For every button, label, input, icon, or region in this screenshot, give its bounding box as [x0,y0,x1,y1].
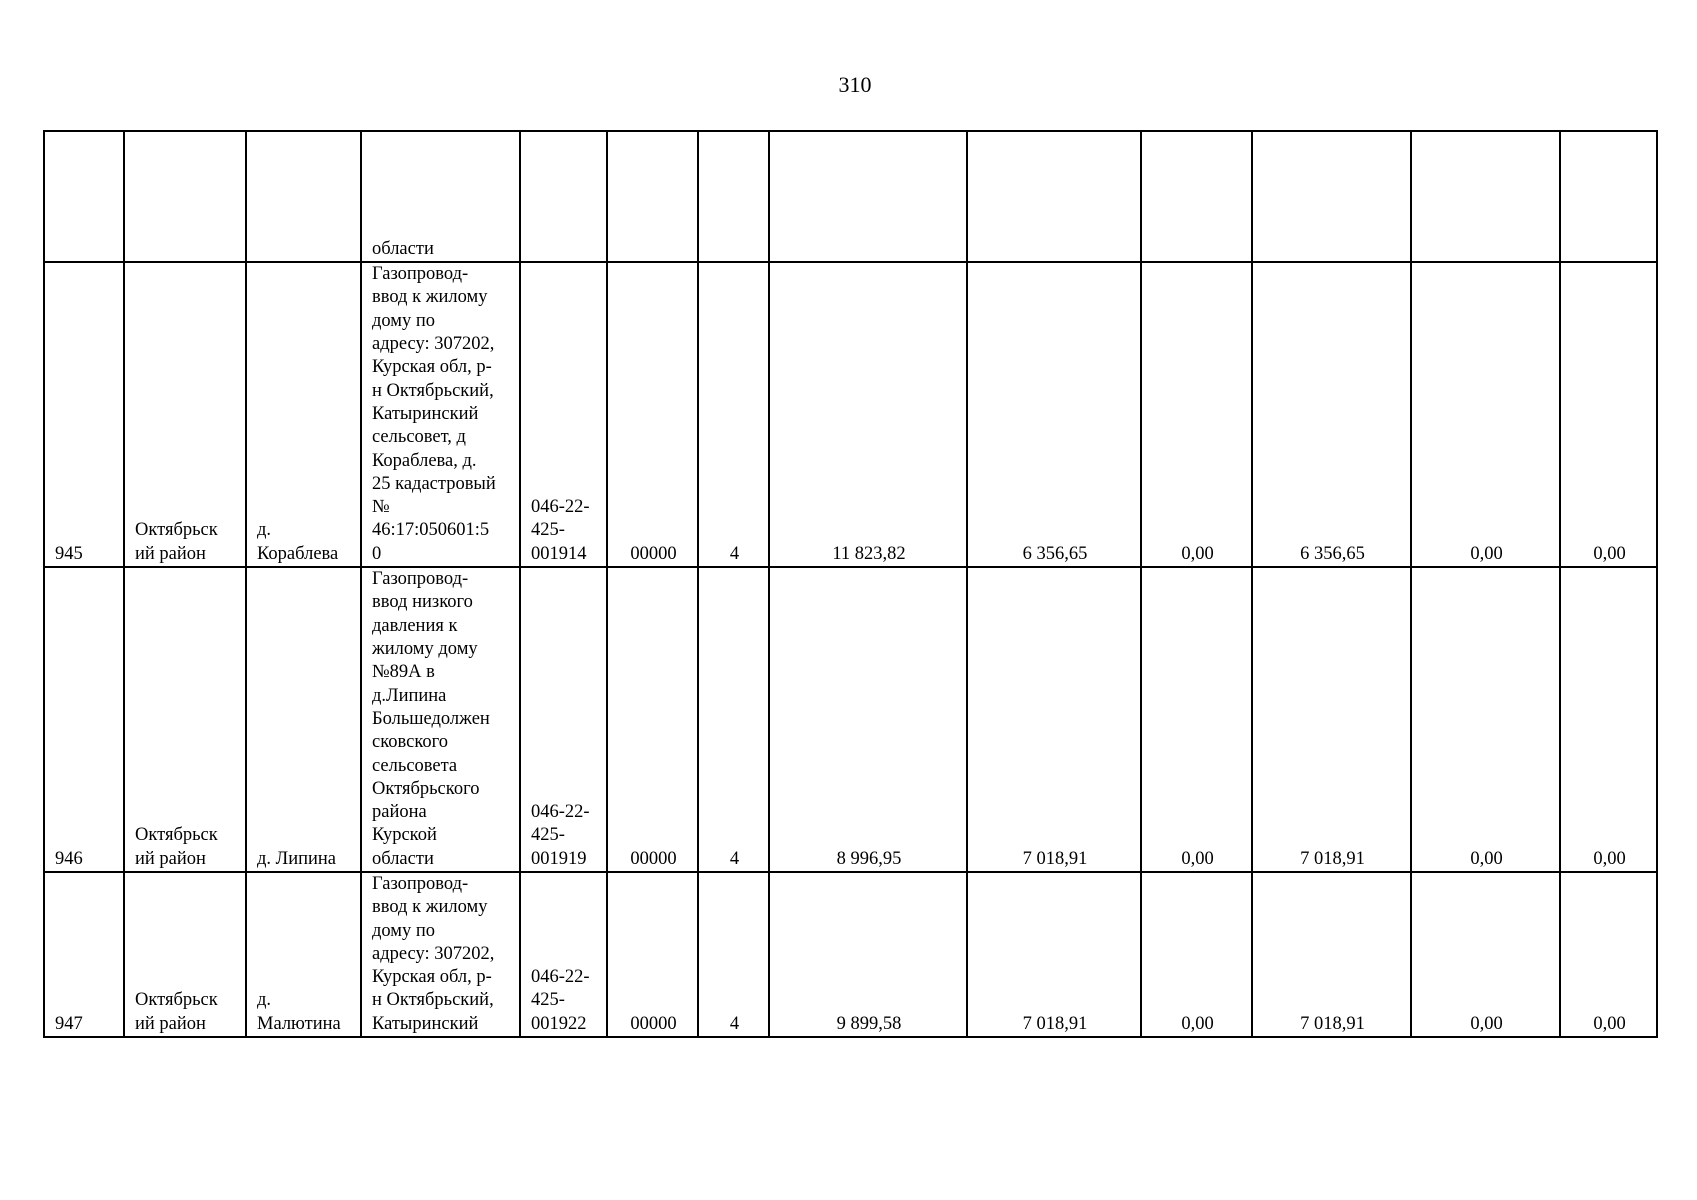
table-row [44,567,1657,872]
cell-code [520,131,607,262]
cell-col13: 0,00 [1560,872,1657,1037]
cell-col8 [769,131,967,262]
cell-col9 [967,131,1141,262]
cell-col6: 00000 [607,567,698,872]
cell-num: 947 [44,872,124,1037]
cell-col11: 7 018,91 [1252,567,1411,872]
cell-description: Газопровод- ввод к жилому дому по адресу: 307202, Курская обл, р- н Октябрьский, Катыринский [361,872,520,1037]
cell-col12: 0,00 [1411,872,1560,1037]
cell-num [44,131,124,262]
page-number: 310 [838,72,872,97]
cell-locality [246,131,361,262]
cell-col12: 0,00 [1411,262,1560,567]
cell-locality: д. Малютина [246,872,361,1037]
cell-col10: 0,00 [1141,872,1252,1037]
cell-code: 046-22- 425- 001914 [520,262,607,567]
registry-table [43,130,1658,1038]
cell-code: 046-22- 425- 001919 [520,567,607,872]
cell-col9: 6 356,65 [967,262,1141,567]
cell-col6: 00000 [607,872,698,1037]
cell-locality: д. Кораблева [246,262,361,567]
cell-col13: 0,00 [1560,567,1657,872]
cell-num: 946 [44,567,124,872]
cell-col9: 7 018,91 [967,567,1141,872]
cell-col7 [698,131,769,262]
cell-col6: 00000 [607,262,698,567]
cell-description: Газопровод- ввод к жилому дому по адресу: 307202, Курская обл, р- н Октябрьский, Катыринский сельсовет, д Кораблева, д. 25 кадастровый № 46:17:050601:5 0 [361,262,520,567]
cell-description: Газопровод- ввод низкого давления к жилому дому №89А в д.Липина Большедолжен сковского сельсовета Октябрьского района Курской области [361,567,520,872]
cell-col11 [1252,131,1411,262]
table-row-continuation [44,131,1657,262]
table-row [44,262,1657,567]
cell-district [124,131,246,262]
cell-locality: д. Липина [246,567,361,872]
cell-col8: 11 823,82 [769,262,967,567]
cell-col7: 4 [698,262,769,567]
cell-col7: 4 [698,872,769,1037]
cell-col10 [1141,131,1252,262]
cell-col12 [1411,131,1560,262]
cell-col11: 6 356,65 [1252,262,1411,567]
cell-col9: 7 018,91 [967,872,1141,1037]
cell-col8: 8 996,95 [769,567,967,872]
cell-col7: 4 [698,567,769,872]
cell-district: Октябрьск ий район [124,872,246,1037]
cell-col6 [607,131,698,262]
cell-col13: 0,00 [1560,262,1657,567]
cell-district: Октябрьск ий район [124,567,246,872]
cell-num: 945 [44,262,124,567]
cell-col12: 0,00 [1411,567,1560,872]
cell-col13 [1560,131,1657,262]
cell-col10: 0,00 [1141,567,1252,872]
cell-col10: 0,00 [1141,262,1252,567]
cell-col11: 7 018,91 [1252,872,1411,1037]
cell-district: Октябрьск ий район [124,262,246,567]
cell-code: 046-22- 425- 001922 [520,872,607,1037]
table-row [44,872,1657,1037]
cell-col8: 9 899,58 [769,872,967,1037]
cell-description: области [361,131,520,262]
